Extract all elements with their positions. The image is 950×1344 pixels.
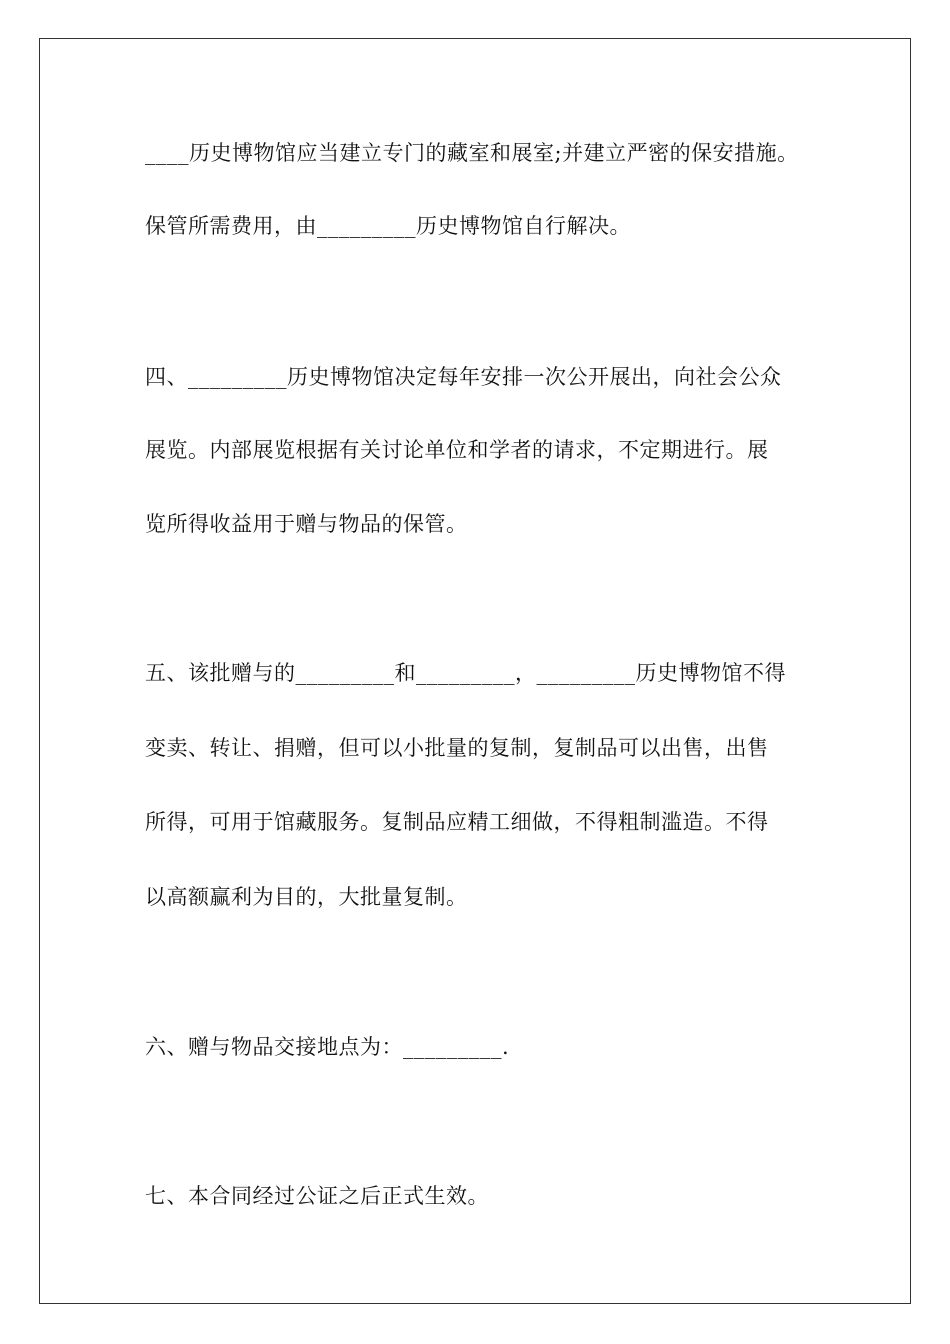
clause-5-line-3: 所得，可用于馆藏服务。复制品应精工细做，不得粗制滥造。不得 [145,810,769,834]
clause-7-line-1: 七、本合同经过公证之后正式生效。 [145,1184,489,1208]
clause-6-line-1: 六、赠与物品交接地点为：_________. [145,1035,510,1059]
clause-4-line-2: 展览。内部展览根据有关讨论单位和学者的请求，不定期进行。展 [145,438,769,462]
clause-5-line-2: 变卖、转让、捐赠，但可以小批量的复制，复制品可以出售，出售 [145,736,769,760]
paragraph-3-line-1: ____历史博物馆应当建立专门的藏室和展室;并建立严密的保安措施。 [145,141,799,165]
paragraph-3-line-2: 保管所需费用，由_________历史博物馆自行解决。 [145,214,631,238]
clause-5-line-1: 五、该批赠与的_________和_________，_________历史博物馆不得 [145,661,786,685]
clause-4-line-1: 四、_________历史博物馆决定每年安排一次公开展出，向社会公众 [145,365,782,389]
clause-4-line-3: 览所得收益用于赠与物品的保管。 [145,512,468,536]
clause-5-line-4: 以高额赢利为目的，大批量复制。 [145,885,468,909]
